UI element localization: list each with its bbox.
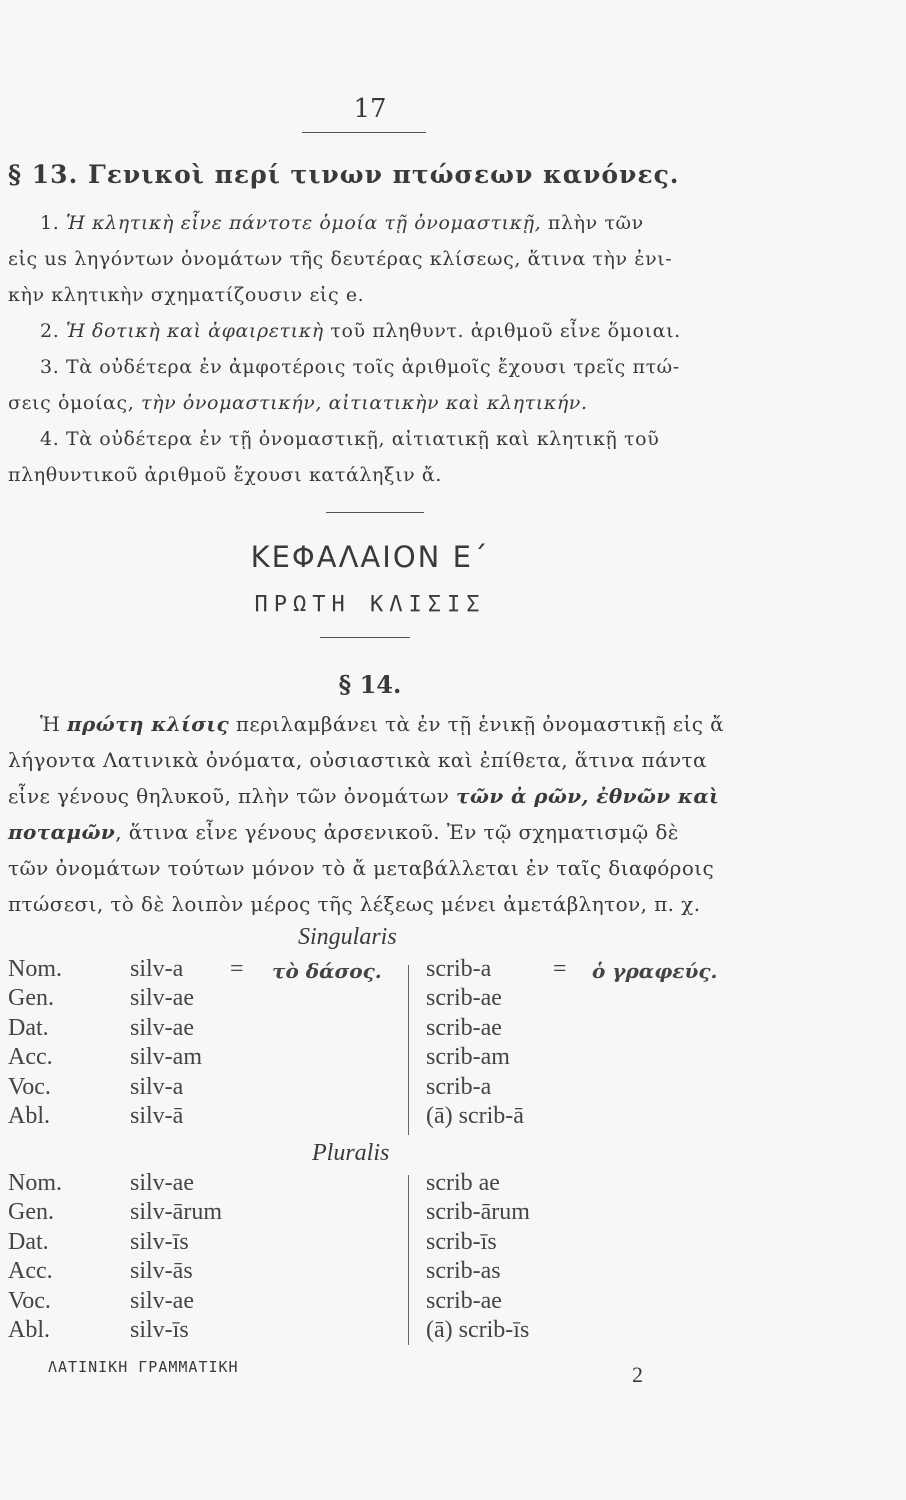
case-label: Voc. (8, 1073, 51, 1100)
text: σεις ὁμοίας, (8, 392, 141, 414)
equals-sign: = (553, 956, 567, 982)
silva-form: silv-ae (130, 1287, 194, 1314)
case-label: Voc. (8, 1287, 51, 1314)
greek-gloss: τὸ δάσος. (272, 959, 382, 983)
column-divider-singular (408, 965, 409, 1135)
bold-text: πρώτη κλίσις (67, 712, 230, 736)
bold-text: ποταμῶν (8, 820, 116, 844)
text: τοῦ πληθυντ. ἀριθμοῦ εἶνε ὅμοιαι. (323, 320, 681, 342)
scriba-form: scrib-a (426, 956, 492, 982)
scriba-form: (ā) scrib-īs (426, 1317, 530, 1343)
case-label: Dat. (8, 1228, 49, 1255)
s14-line-5: τῶν ὀνομάτων τούτων μόνον τὸ ἄ μεταβάλλεται ἐν ταῖς διαφόροις (8, 856, 715, 880)
scriba-form: scrib-a (426, 1073, 492, 1100)
s14-line-2: λήγοντα Λατινικὰ ὀνόματα, οὐσιαστικὰ καὶ ἐπίθετα, ἅτινα πάντα (8, 748, 707, 772)
scriba-form: (ā) scrib-ā (426, 1103, 524, 1129)
signature-mark: 2 (632, 1362, 643, 1387)
scriba-form: scrib-ae (426, 1287, 502, 1314)
s13-line-6 (8, 392, 588, 414)
silva-form: silv-ā (130, 1103, 184, 1129)
page-number: 17 (353, 94, 387, 124)
text: , ἅτινα εἶνε γένους ἀρσενικοῦ. Ἐν τῷ σχηματισμῷ δὲ (115, 820, 679, 844)
footer-title: ΛΑΤΙΝΙΚΗ ΓΡΑΜΜΑΤΙΚΗ (48, 1358, 239, 1376)
case-label: Acc. (8, 1258, 53, 1285)
s13-line-8: πληθυντικοῦ ἀριθμοῦ ἔχουσι κατάληξιν ἄ. (8, 464, 442, 486)
italic-text: Ἡ δοτικὴ καὶ ἀφαιρετικὴ (65, 320, 324, 342)
silva-form: silv-a (130, 956, 184, 982)
scriba-form: scrib-as (426, 1258, 501, 1285)
section-rule-2 (320, 637, 410, 638)
rule-number: 1. (40, 212, 66, 234)
s13-line-7: 4. Τὰ οὐδέτερα ἐν τῇ ὀνομαστικῇ, αἰτιατικῇ καὶ κλητικῇ τοῦ (40, 428, 660, 450)
silva-form: silv-ās (130, 1258, 193, 1285)
scriba-form: scrib-ārum (426, 1199, 530, 1226)
column-divider-plural (408, 1175, 409, 1345)
section-14-heading: § 14. (338, 670, 402, 699)
s14-line-6: πτώσεσι, τὸ δὲ λοιπὸν μέρος τῆς λέξεως μένει ἀμετάβλητον, π. χ. (8, 892, 701, 916)
chapter-title: ΚΕΦΑΛΑΙΟΝ Ε΄ (250, 540, 490, 574)
equals-sign: = (230, 956, 244, 982)
section-rule-1 (326, 512, 424, 513)
case-label: Dat. (8, 1014, 49, 1041)
page-number-rule (302, 132, 426, 133)
scriba-form: scrib-ae (426, 985, 502, 1012)
section-13-heading: § 13. Γενικοὶ περί τινων πτώσεων κανόνες. (8, 160, 680, 189)
s13-line-4 (40, 320, 681, 342)
case-label: Gen. (8, 1199, 54, 1226)
case-label: Nom. (8, 1170, 62, 1196)
singularis-label: Singularis (298, 924, 397, 950)
silva-form: silv-īs (130, 1317, 189, 1343)
silva-form: silv-am (130, 1044, 202, 1071)
s13-line-2: εἰς us ληγόντων ὀνομάτων τῆς δευτέρας κλίσεως, ἅτινα τὴν ἐνι- (8, 248, 673, 270)
s13-line-5: 3. Τὰ οὐδέτερα ἐν ἀμφοτέροις τοῖς ἀριθμοῖς ἔχουσι τρεῖς πτώ- (40, 356, 680, 378)
scriba-form: scrib-īs (426, 1228, 497, 1255)
italic-text: Ἡ κλητικὴ εἶνε πάντοτε ὁμοία τῇ ὀνομαστικῇ, (65, 212, 542, 234)
s14-line-3 (8, 784, 719, 808)
scriba-form: scrib-ae (426, 1014, 502, 1041)
silva-form: silv-īs (130, 1228, 189, 1255)
chapter-subtitle: ΠΡΩΤΗ ΚΛΙΣΙΣ (254, 592, 486, 617)
s14-line-1 (40, 712, 724, 736)
pluralis-label: Pluralis (312, 1140, 390, 1166)
silva-form: silv-ārum (130, 1199, 222, 1226)
silva-form: silv-ae (130, 985, 194, 1012)
text: εἶνε γένους θηλυκοῦ, πλὴν τῶν ὀνομάτων (8, 784, 457, 808)
greek-gloss: ὁ γραφεύς. (592, 959, 718, 983)
rule-number: 2. (40, 320, 66, 342)
text: περιλαμβάνει τὰ ἐν τῇ ἑνικῇ ὀνομαστικῇ εἰς ἄ (229, 712, 725, 736)
case-label: Acc. (8, 1044, 53, 1071)
s13-line-1 (40, 212, 644, 234)
case-label: Abl. (8, 1103, 50, 1129)
case-label: Nom. (8, 956, 62, 982)
text: Ἡ (40, 712, 68, 736)
case-label: Gen. (8, 985, 54, 1012)
case-label: Abl. (8, 1317, 50, 1343)
s14-line-4 (8, 820, 679, 844)
scriba-form: scrib ae (426, 1170, 500, 1196)
s13-line-3: κὴν κλητικὴν σχηματίζουσιν εἰς e. (8, 284, 365, 306)
silva-form: silv-ae (130, 1170, 194, 1196)
italic-text: τὴν ὀνομαστικήν, αἰτιατικὴν καὶ κλητικήν. (140, 392, 588, 414)
silva-form: silv-ae (130, 1014, 194, 1041)
bold-text: τῶν ἀ ρῶν, ἐθνῶν καὶ (456, 784, 720, 808)
scriba-form: scrib-am (426, 1044, 510, 1071)
silva-form: silv-a (130, 1073, 184, 1100)
text: πλὴν τῶν (541, 212, 644, 234)
